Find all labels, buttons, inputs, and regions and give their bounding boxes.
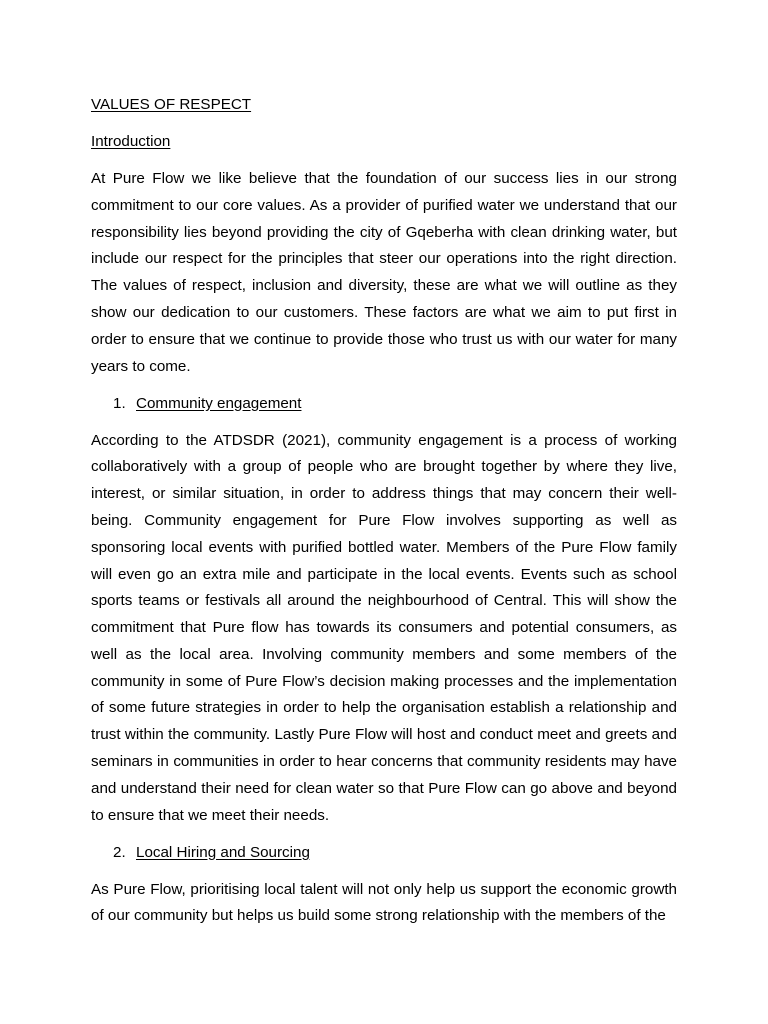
local-hiring-paragraph: As Pure Flow, prioritising local talent will not only help us support the economic growth of our community but helps us build some strong relationship with the members of the [91,880,677,925]
section-title: Local Hiring and Sourcing [136,843,310,861]
list-number: 1. [113,394,126,412]
section-heading-community-engagement [91,391,677,418]
intro-paragraph: At Pure Flow we like believe that the foundation of our success lies in our strong commitment to our core values. As a provider of purified water we understand that our responsibility lies beyond providing the city of Gqeberha with clean drinking water, but include our respect for the principles that steer our operations into the right direction. The values of respect, inclusion and diversity, these are what we will outline as they show our dedication to our customers. These factors are what we aim to put first in order to ensure that we continue to provide those who trust us with our water for many years to come. [91,169,677,375]
document-body [91,92,677,940]
document-title: VALUES OF RESPECT [91,96,252,113]
community-engagement-paragraph: According to the ATDSDR (2021), community engagement is a process of working collaboratively with a group of people who are brought together by where they live, interest, or similar situation, in order to address things that may concern their well-being. Community engagement for Pure Flow involves supporting as well as sponsoring local events with purified bottled water. Members of the Pure Flow family will even go an extra mile and participate in the local events. Events such as school sports teams or festivals all around the neighbourhood of Central. This will show the commitment that Pure flow has towards its consumers and potential consumers, as well as the local area. Involving community members and some members of the community in some of Pure Flow’s decision making processes and the implementation of some future strategies in order to help the organisation establish a relationship and trust within the community. Lastly Pure Flow will host and conduct meet and greets and seminars in communities in order to hear concerns that community residents may have and understand their need for clean water so that Pure Flow can go above and beyond to ensure that we meet their needs. [91,431,677,824]
intro-heading: Introduction [91,132,171,150]
section-heading-local-hiring [91,840,677,867]
section-title: Community engagement [136,394,302,412]
list-number: 2. [113,843,126,861]
